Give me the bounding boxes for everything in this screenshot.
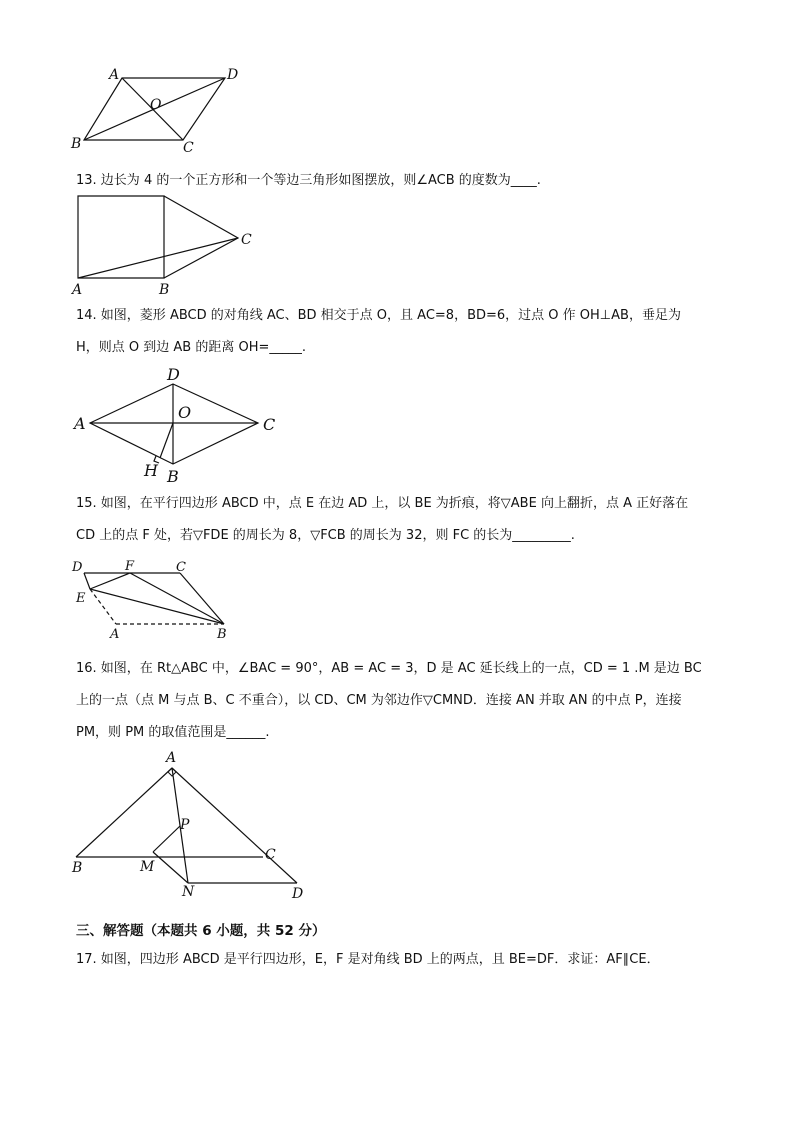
figure-right-triangle-cmnd	[64, 748, 324, 902]
segment-fb	[130, 573, 224, 624]
side-ab	[76, 768, 172, 857]
label-d: D	[227, 67, 239, 83]
question-16-line-3: PM，则 PM 的取值范围是______.	[76, 725, 270, 740]
label-a: A	[110, 627, 120, 642]
figure-parallelogram-abcd-diagonals	[60, 62, 250, 158]
figure-rhombus-abcd	[70, 362, 290, 486]
rhombus-outline	[90, 384, 258, 464]
question-14-line-1: 14. 如图，菱形 ABCD 的对角线 AC、BD 相交于点 O，且 AC=8，BD=6，过点 O 作 OH⊥AB，垂足为	[76, 308, 681, 323]
label-m: M	[140, 859, 155, 875]
label-a: A	[109, 67, 120, 83]
question-14-line-2: H，则点 O 到边 AB 的距离 OH=_____.	[76, 340, 307, 355]
label-n: N	[182, 884, 195, 900]
label-d: D	[292, 886, 304, 902]
side-ad	[172, 768, 297, 883]
segment-ef	[90, 573, 130, 589]
segment-oh	[160, 423, 173, 458]
label-o: O	[150, 97, 162, 113]
question-15-line-1: 15. 如图，在平行四边形 ABCD 中，点 E 在边 AD 上，以 BE 为折痕，将▽ABE 向上翻折，点 A 正好落在	[76, 496, 689, 511]
label-d: D	[167, 365, 180, 384]
label-c: C	[241, 232, 252, 248]
figure-folded-parallelogram	[66, 556, 246, 644]
label-p: P	[180, 817, 190, 833]
label-e: E	[76, 591, 86, 606]
label-c: C	[176, 560, 186, 575]
segment-de	[84, 573, 90, 589]
label-f: F	[125, 559, 135, 574]
segment-eb	[90, 589, 224, 624]
equilateral-triangle	[164, 196, 238, 278]
label-b: B	[72, 860, 83, 876]
question-13: 13. 边长为 4 的一个正方形和一个等边三角形如图摆放，则∠ACB 的度数为____.	[76, 173, 541, 188]
label-c: C	[265, 847, 276, 863]
segment-ac	[78, 238, 238, 278]
label-c: C	[263, 415, 276, 434]
label-h: H	[144, 461, 158, 480]
question-15-line-2: CD 上的点 F 处，若▽FDE 的周长为 8，▽FCB 的周长为 32，则 FC 的长为_________.	[76, 528, 575, 543]
square-outline	[78, 196, 164, 278]
label-b: B	[217, 627, 227, 642]
label-b: B	[167, 467, 179, 486]
figure-square-triangle	[66, 190, 266, 300]
label-a: A	[166, 750, 177, 766]
question-17: 17. 如图，四边形 ABCD 是平行四边形，E，F 是对角线 BD 上的两点，且 BE=DF．求证：AF∥CE．	[76, 952, 660, 967]
label-b: B	[71, 136, 82, 152]
label-d: D	[72, 560, 83, 575]
label-o: O	[178, 403, 192, 422]
label-a: A	[72, 282, 83, 298]
question-16-line-2: 上的一点（点 M 与点 B、C 不重合），以 CD、CM 为邻边作▽CMND．连接 AN 并取 AN 的中点 P，连接	[76, 693, 682, 708]
side-cb	[180, 573, 224, 624]
section-heading: 三、解答题（本题共 6 小题，共 52 分）	[76, 923, 326, 939]
label-c: C	[183, 140, 194, 156]
segment-pm	[153, 826, 180, 852]
label-b: B	[159, 282, 170, 298]
label-a: A	[74, 414, 86, 433]
question-16-line-1: 16. 如图，在 Rt△ABC 中，∠BAC = 90°，AB = AC = 3，D 是 AC 延长线上的一点，CD = 1 .M 是边 BC	[76, 661, 702, 676]
